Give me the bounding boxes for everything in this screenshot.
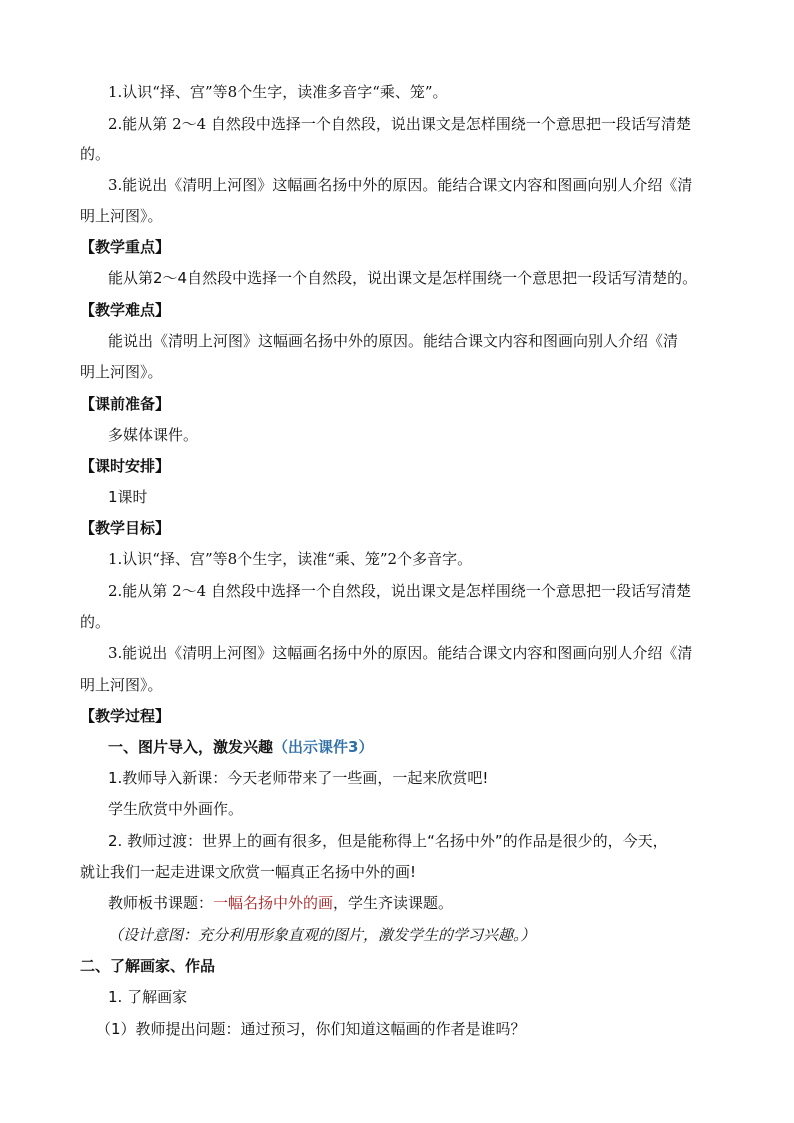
board-post: ，学生齐读课题。: [333, 894, 454, 912]
objectives-heading: 【教学目标】: [80, 519, 171, 537]
design-note: （设计意图：充分利用形象直观的图片，激发学生的学习兴趣。）: [108, 926, 536, 944]
courseware-ref: （出示课件3）: [273, 738, 374, 756]
process-heading: 【教学过程】: [80, 707, 171, 725]
difficulty-line-1: 能说出《清明上河图》这幅画名扬中外的原因。能结合课文内容和图画向别人介绍《清: [108, 332, 679, 350]
section1-step1: 1.教师导入新课：今天老师带来了一些画，一起来欣赏吧!: [108, 769, 489, 787]
section1-step1b: 学生欣赏中外画作。: [108, 800, 244, 818]
board-title: 一幅名扬中外的画: [213, 894, 334, 912]
section1-title: [108, 736, 748, 758]
preparation-text: 多媒体课件。: [108, 426, 199, 444]
board-title-line: [108, 892, 748, 914]
objective-2-cont: 的。: [80, 613, 111, 631]
board-pre: 教师板书课题：: [108, 894, 214, 912]
section2-q1: （1）教师提出问题：通过预习，你们知道这幅画的作者是谁吗？: [96, 1020, 526, 1038]
intro-objective-3-cont: 明上河图》。: [80, 207, 163, 225]
key-point-text: 能从第2～4自然段中选择一个自然段，说出课文是怎样围绕一个意思把一段话写清楚的。: [108, 269, 698, 287]
section1-step2a: 2. 教师过渡：世界上的画有很多，但是能称得上“名扬中外”的作品是很少的，今天，: [108, 832, 668, 850]
difficulty-line-2: 明上河图》。: [80, 363, 163, 381]
intro-objective-3: 3.能说出《清明上河图》这幅画名扬中外的原因。能结合课文内容和图画向别人介绍《清: [108, 176, 693, 194]
difficulty-heading: 【教学难点】: [80, 301, 171, 319]
section1-title-text: 一、图片导入，激发兴趣: [108, 738, 274, 756]
intro-objective-2-cont: 的。: [80, 145, 111, 163]
section2-title: 二、了解画家、作品: [80, 957, 216, 975]
schedule-text: 1课时: [108, 488, 148, 506]
objective-2: 2.能从第 2～4 自然段中选择一个自然段，说出课文是怎样围绕一个意思把一段话写清楚: [108, 582, 691, 600]
schedule-heading: 【课时安排】: [80, 457, 171, 475]
objective-3-cont: 明上河图》。: [80, 676, 163, 694]
section1-step2b: 就让我们一起走进课文欣赏一幅真正名扬中外的画!: [80, 863, 417, 881]
preparation-heading: 【课前准备】: [80, 395, 171, 413]
intro-objective-1: 1.认识“择、宫”等8个生字，读准多音字“乘、笼”。: [108, 83, 448, 101]
intro-objective-2: 2.能从第 2～4 自然段中选择一个自然段，说出课文是怎样围绕一个意思把一段话写清楚: [108, 115, 691, 133]
objective-1: 1.认识“择、宫”等8个生字，读准“乘、笼”2个多音字。: [108, 550, 473, 568]
section2-sub1: 1. 了解画家: [108, 988, 188, 1006]
key-point-heading: 【教学重点】: [80, 238, 171, 256]
objective-3: 3.能说出《清明上河图》这幅画名扬中外的原因。能结合课文内容和图画向别人介绍《清: [108, 644, 693, 662]
